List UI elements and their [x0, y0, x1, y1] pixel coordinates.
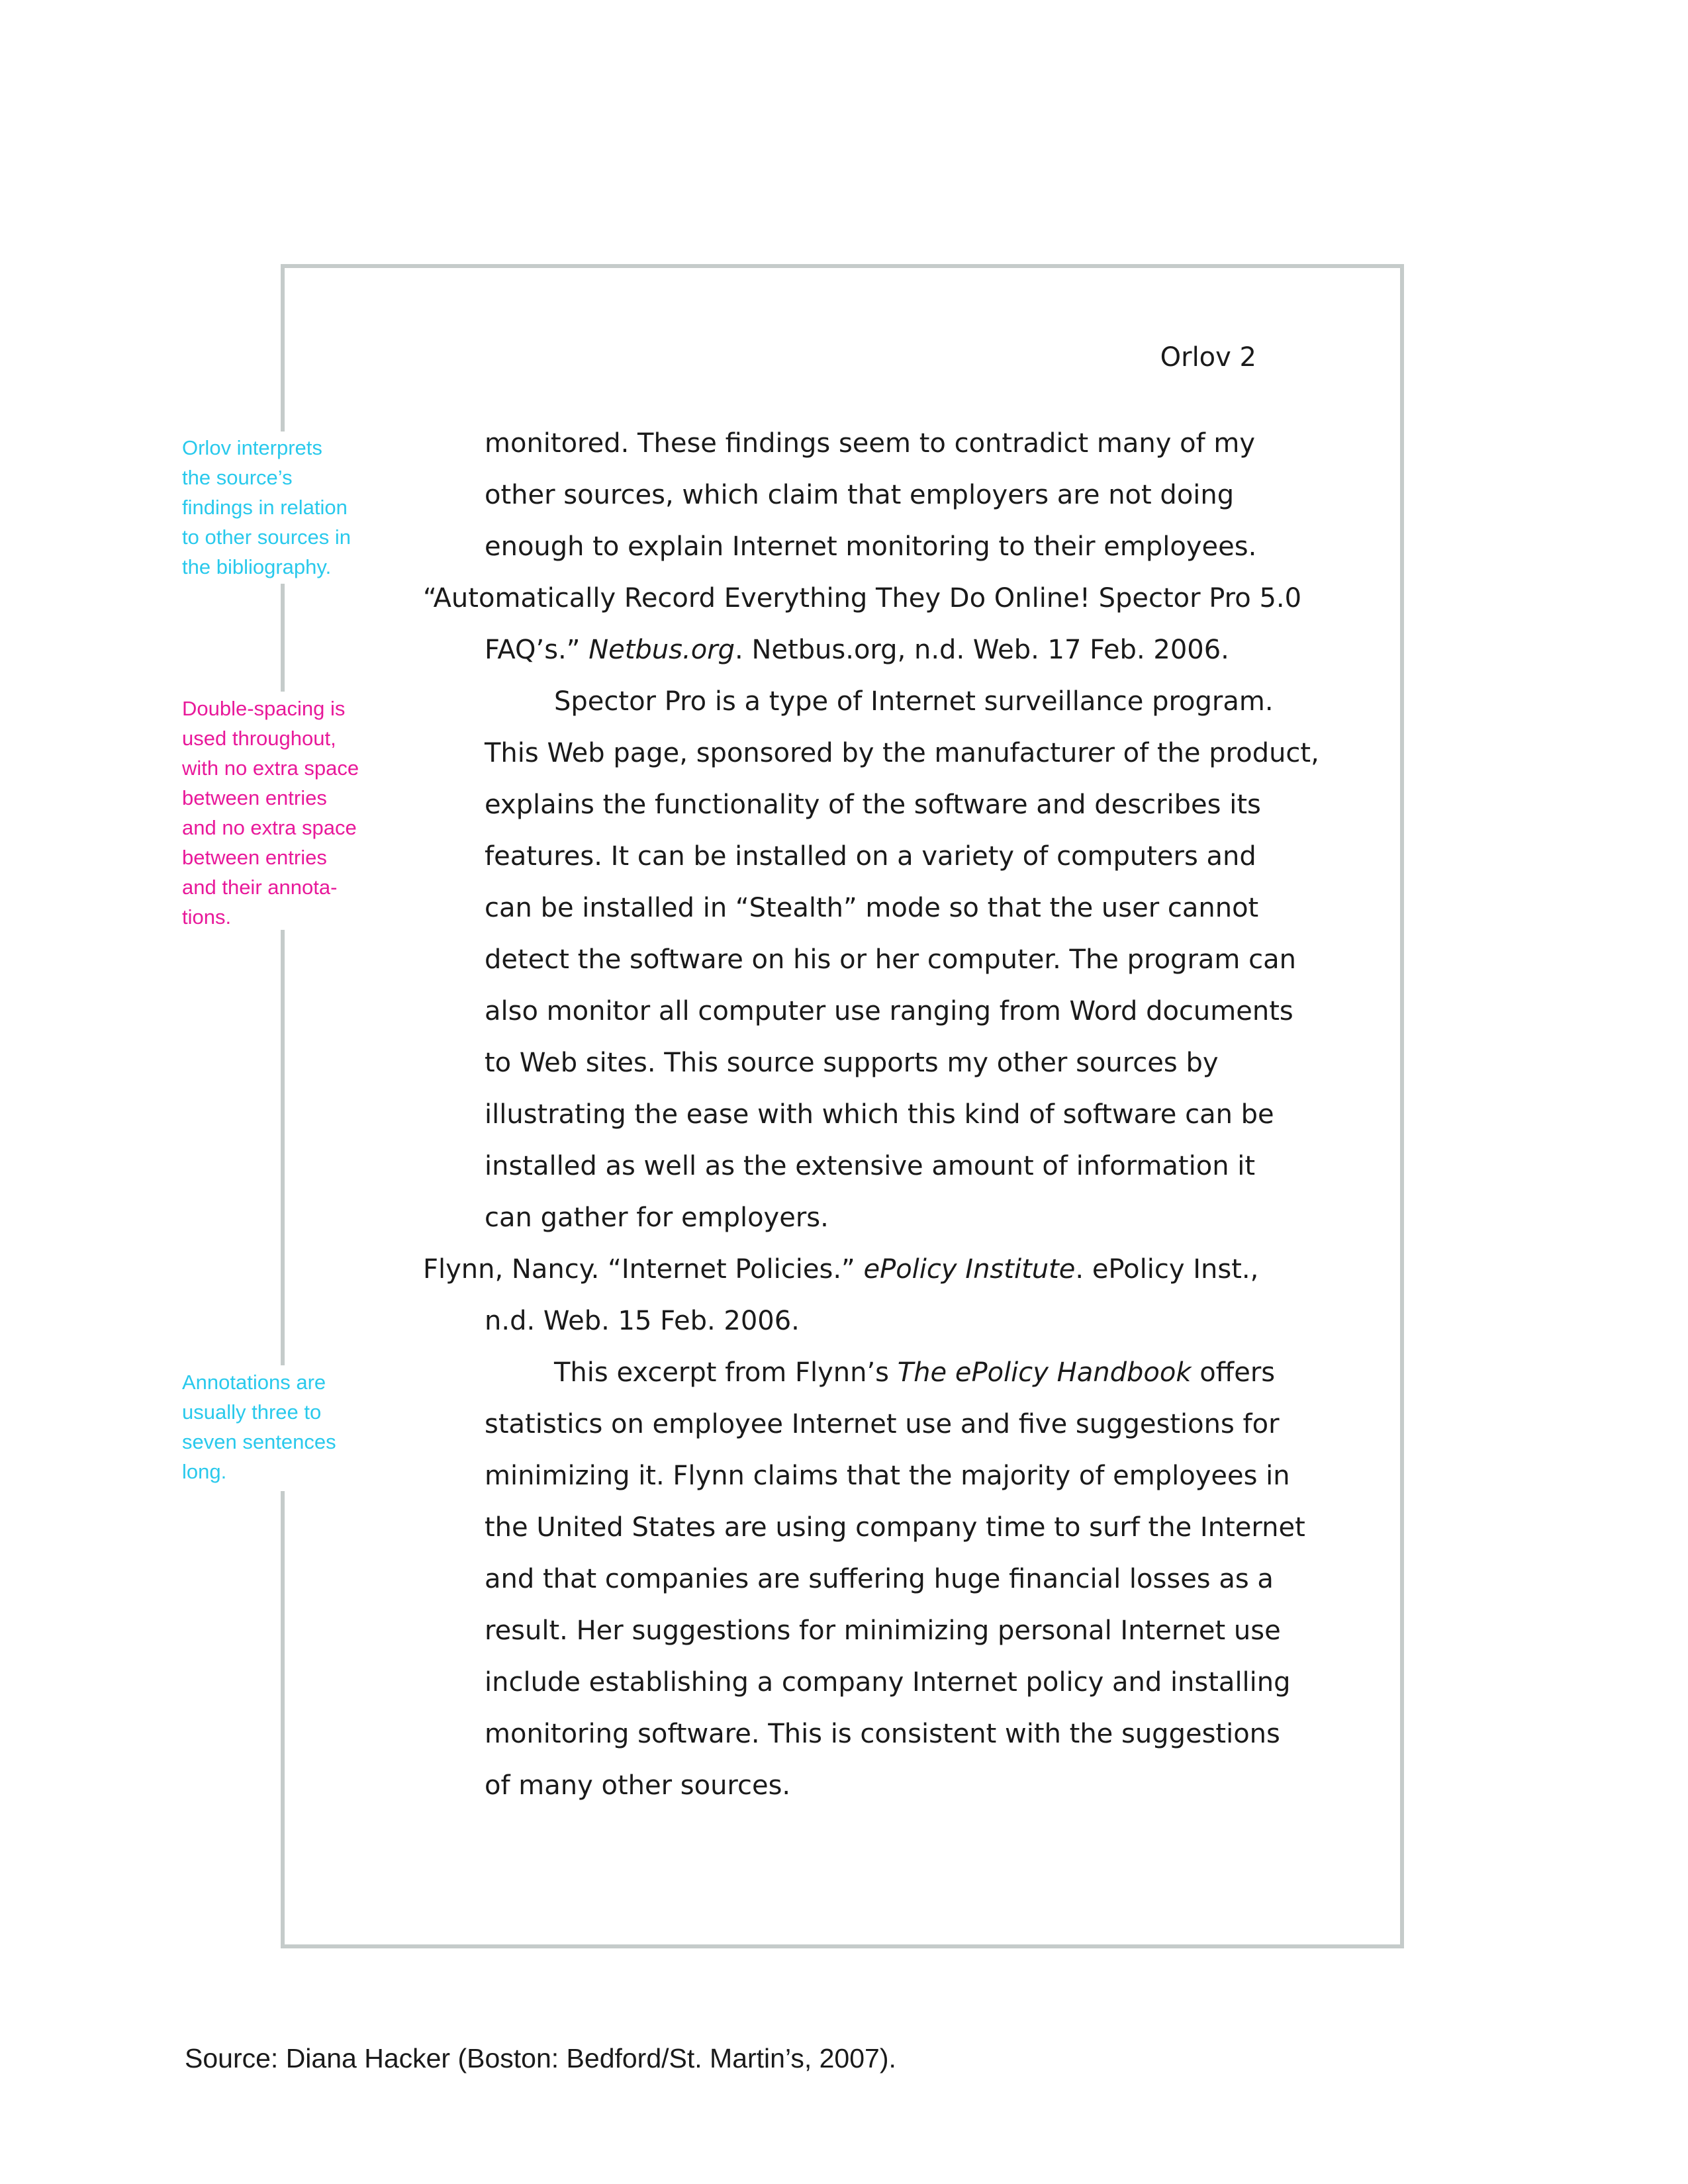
entry-spector-line-2	[485, 630, 1229, 670]
citation-title: ePolicy Institute	[863, 1254, 1076, 1285]
note-line: the source’s	[182, 466, 293, 489]
margin-note-double-spacing	[182, 694, 394, 932]
body-line: enough to explain Internet monitoring to their employees.	[485, 531, 1257, 562]
note-line: between entries	[182, 846, 327, 869]
note-line: Orlov interprets	[182, 436, 322, 459]
annotation-line: minimizing it. Flynn claims that the majority of employees in	[485, 1461, 1290, 1491]
note-line: Double-spacing is	[182, 697, 346, 720]
annotation-line: illustrating the ease with which this kind of software can be	[485, 1099, 1274, 1130]
annotation-line: monitoring software. This is consistent with the suggestions	[485, 1719, 1280, 1749]
annotation-line: and that companies are suffering huge financial losses as a	[485, 1564, 1274, 1594]
annotation-line: to Web sites. This source supports my other sources by	[485, 1048, 1219, 1078]
source-credit: Source: Diana Hacker (Boston: Bedford/St. Martin’s, 2007).	[185, 2043, 896, 2073]
annotation-line: can be installed in “Stealth” mode so that the user cannot	[485, 893, 1259, 923]
annotation-line: of many other sources.	[485, 1770, 791, 1801]
annotation-line: features. It can be installed on a variety of computers and	[485, 841, 1256, 872]
note-line: long.	[182, 1460, 227, 1483]
annotation-line: the United States are using company time to surf the Internet	[485, 1512, 1305, 1543]
entry-flynn-line-2: n.d. Web. 15 Feb. 2006.	[485, 1306, 800, 1336]
note-line: with no extra space	[182, 756, 359, 780]
note-line: seven sentences	[182, 1430, 336, 1453]
annotation-text: This excerpt from Flynn’s	[554, 1357, 898, 1388]
running-head: Orlov 2	[1160, 342, 1256, 373]
note-line: and no extra space	[182, 816, 357, 839]
margin-note-interprets	[182, 433, 394, 582]
body-line: other sources, which claim that employers are not doing	[485, 480, 1235, 510]
citation-text: . Netbus.org, n.d. Web. 17 Feb. 2006.	[735, 635, 1229, 665]
citation-text: . ePolicy Inst.,	[1075, 1254, 1259, 1285]
note-line: used throughout,	[182, 727, 336, 750]
note-line: the bibliography.	[182, 555, 332, 578]
note-line: Annotations are	[182, 1371, 326, 1394]
annotation-line: explains the functionality of the software and describes its	[485, 790, 1261, 820]
citation-text: Flynn, Nancy. “Internet Policies.”	[423, 1254, 864, 1285]
annotation-line: include establishing a company Internet policy and installing	[485, 1667, 1291, 1698]
note-line: to other sources in	[182, 525, 352, 549]
note-line: and their annota-	[182, 876, 338, 899]
note-line: between entries	[182, 786, 327, 809]
annotation-line: result. Her suggestions for minimizing personal Internet use	[485, 1615, 1281, 1646]
note-line: findings in relation	[182, 496, 348, 519]
annotation-line: can gather for employers.	[485, 1203, 829, 1233]
annotation-line: also monitor all computer use ranging from Word documents	[485, 996, 1293, 1026]
note-line: usually three to	[182, 1400, 322, 1424]
annotation-line: This Web page, sponsored by the manufacturer of the product,	[485, 738, 1319, 768]
annotation-line	[554, 1353, 1275, 1392]
annotation-text: offers	[1191, 1357, 1276, 1388]
citation-title: Netbus.org	[588, 635, 735, 665]
annotation-line: Spector Pro is a type of Internet surveillance program.	[554, 686, 1274, 717]
annotation-line: detect the software on his or her computer. The program can	[485, 944, 1296, 975]
book-title: The ePolicy Handbook	[897, 1357, 1192, 1388]
entry-spector-line-1: “Automatically Record Everything They Do Online! Spector Pro 5.0	[423, 583, 1302, 614]
body-line: monitored. These findings seem to contradict many of my	[485, 428, 1256, 459]
citation-text: FAQ’s.”	[485, 635, 589, 665]
annotation-line: statistics on employee Internet use and five suggestions for	[485, 1409, 1280, 1439]
annotation-line: installed as well as the extensive amount of information it	[485, 1151, 1256, 1181]
entry-flynn-line-1	[423, 1250, 1258, 1289]
note-line: tions.	[182, 905, 232, 929]
margin-note-annotation-length	[182, 1367, 394, 1486]
